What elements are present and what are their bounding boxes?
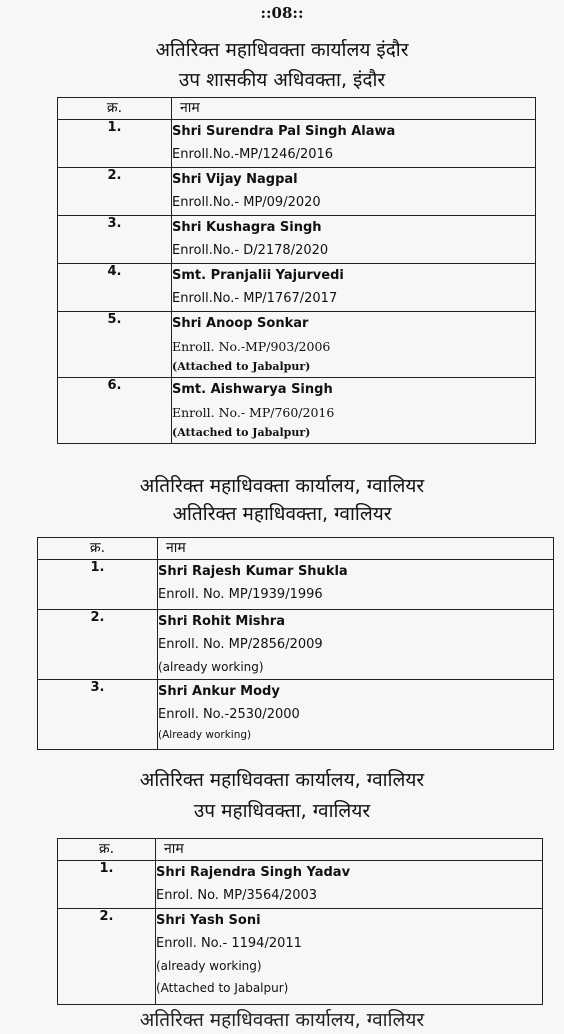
section-3-heading-office: अतिरिक्त महाधिवक्ता कार्यालय, ग्वालियर — [139, 769, 425, 791]
enrollment-number: Enroll.No.-MP/1246/2016 — [172, 147, 334, 162]
enrollment-number: Enroll. No.- 1194/2011 — [156, 936, 302, 951]
enrollment-number: Enroll. No.- MP/760/2016 — [172, 405, 335, 420]
person-name: Shri Surendra Pal Singh Alawa — [172, 124, 396, 139]
section-1-heading-post: उप शासकीय अधिवक्ता, इंदौर — [178, 69, 386, 91]
table-row — [58, 216, 536, 264]
person-name: Shri Rohit Mishra — [158, 614, 285, 629]
enrollment-number: Enroll.No.- MP/09/2020 — [172, 195, 321, 210]
row-serial: 2. — [38, 610, 158, 680]
person-name: Smt. Aishwarya Singh — [172, 382, 333, 397]
row-details — [172, 264, 536, 312]
column-header-name: नाम — [172, 98, 536, 120]
person-name: Shri Ankur Mody — [158, 684, 280, 699]
row-serial: 3. — [38, 680, 158, 750]
table-row — [38, 610, 554, 680]
table-row — [38, 680, 554, 750]
table-header-row — [38, 538, 554, 560]
enrollment-number: Enroll.No.- D/2178/2020 — [172, 243, 329, 258]
row-serial: 1. — [58, 120, 172, 168]
status-note: (already working) — [156, 959, 262, 973]
row-details — [156, 861, 543, 909]
table-row — [58, 120, 536, 168]
column-header-name: नाम — [156, 839, 543, 861]
table-row — [58, 378, 536, 444]
enrollment-number: Enroll. No. MP/2856/2009 — [158, 637, 323, 652]
attachment-note: (Attached to Jabalpur) — [172, 360, 311, 373]
row-serial: 2. — [58, 909, 156, 1005]
row-details — [158, 610, 554, 680]
table-row — [58, 264, 536, 312]
column-header-name: नाम — [158, 538, 554, 560]
page-number: ::08:: — [260, 4, 304, 22]
status-note: (Already working) — [158, 729, 252, 741]
row-serial: 2. — [58, 168, 172, 216]
row-details — [156, 909, 543, 1005]
enrollment-number: Enroll. No. MP/1939/1996 — [158, 587, 323, 602]
row-details — [158, 560, 554, 610]
section-3-heading-post: उप महाधिवक्ता, ग्वालियर — [193, 800, 371, 822]
row-serial: 4. — [58, 264, 172, 312]
enrollment-number: Enroll. No.-2530/2000 — [158, 707, 300, 722]
enrollment-number: Enroll. No.-MP/903/2006 — [172, 339, 331, 354]
enrollment-number: Enrol. No. MP/3564/2003 — [156, 888, 318, 903]
column-header-serial: क्र. — [58, 839, 156, 861]
section-1-heading-office: अतिरिक्त महाधिवक्ता कार्यालय इंदौर — [155, 39, 409, 61]
column-header-serial: क्र. — [58, 98, 172, 120]
person-name: Shri Yash Soni — [156, 913, 261, 928]
table-row — [58, 861, 543, 909]
table-row — [58, 312, 536, 378]
section-2-heading-office: अतिरिक्त महाधिवक्ता कार्यालय, ग्वालियर — [139, 475, 425, 497]
enrollment-number: Enroll.No.- MP/1767/2017 — [172, 291, 338, 306]
row-serial: 5. — [58, 312, 172, 378]
row-serial: 6. — [58, 378, 172, 444]
row-serial: 1. — [38, 560, 158, 610]
section-3-table — [57, 838, 543, 1005]
person-name: Shri Rajendra Singh Yadav — [156, 865, 351, 880]
row-details — [172, 168, 536, 216]
row-details — [172, 378, 536, 444]
row-details — [172, 120, 536, 168]
person-name: Smt. Pranjalii Yajurvedi — [172, 268, 344, 283]
section-1-table — [57, 97, 536, 444]
table-header-row — [58, 839, 543, 861]
status-note: (already working) — [158, 660, 264, 674]
attachment-note: (Attached to Jabalpur) — [172, 426, 311, 439]
row-serial: 1. — [58, 861, 156, 909]
table-row — [38, 560, 554, 610]
section-2-heading-post: अतिरिक्त महाधिवक्ता, ग्वालियर — [172, 503, 392, 525]
person-name: Shri Vijay Nagpal — [172, 172, 298, 187]
row-details — [158, 680, 554, 750]
row-details — [172, 216, 536, 264]
attachment-note: (Attached to Jabalpur) — [156, 981, 289, 995]
person-name: Shri Rajesh Kumar Shukla — [158, 564, 348, 579]
table-row — [58, 168, 536, 216]
row-serial: 3. — [58, 216, 172, 264]
next-section-heading-cutoff: अतिरिक्त महाधिवक्ता कार्यालय, ग्वालियर — [139, 1009, 425, 1031]
table-row — [58, 909, 543, 1005]
person-name: Shri Anoop Sonkar — [172, 316, 309, 331]
table-header-row — [58, 98, 536, 120]
person-name: Shri Kushagra Singh — [172, 220, 322, 235]
row-details — [172, 312, 536, 378]
column-header-serial: क्र. — [38, 538, 158, 560]
section-2-table — [37, 537, 554, 750]
